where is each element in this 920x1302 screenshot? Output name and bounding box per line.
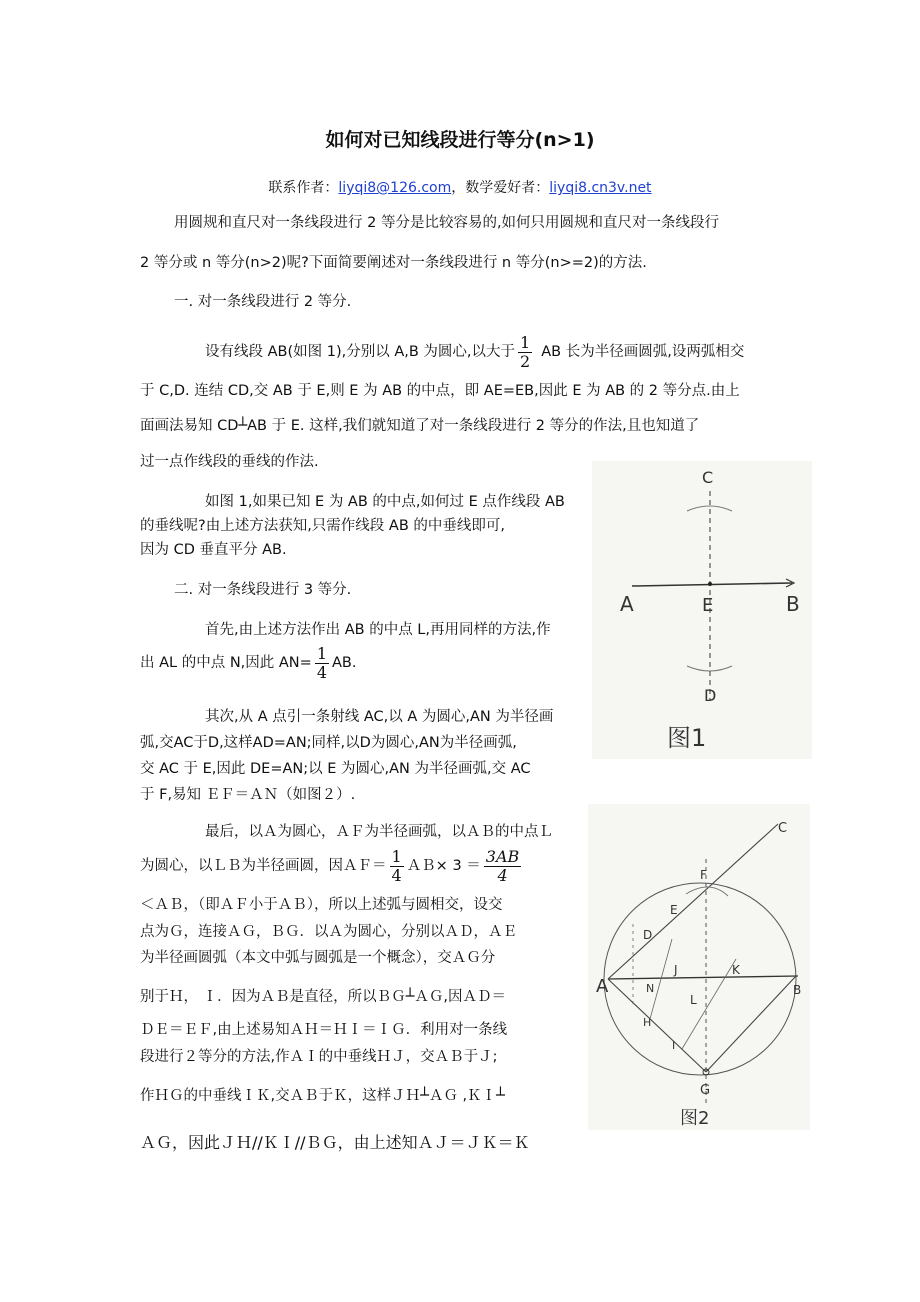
sec2-p3-text-b: ＡＢ× 3 ＝ [406, 858, 481, 874]
sec2-para3-line5: 为半径画圆弧（本文中弧与圆弧是一个概念），交ＡＧ分 [140, 950, 496, 966]
sec2-para3-line8: 段进行２等分的方法,作ＡＩ的中垂线ＨＪ，交ＡＢ于Ｊ; [140, 1049, 498, 1065]
segment-ab [608, 976, 798, 979]
sec2-para3-line4: 点为Ｇ，连接ＡＧ，ＢＧ．以Ａ为圆心，分别以ＡＤ，ＡＥ [140, 924, 517, 940]
label-c: C [778, 821, 788, 836]
sec1-para1-line4: 过一点作线段的垂线的作法. [140, 454, 319, 470]
frac-num: 3AB [485, 846, 520, 866]
label-b: B [786, 592, 800, 616]
figure-2 [588, 804, 810, 1130]
frac-num: 1 [316, 643, 327, 663]
segment-bg [706, 976, 796, 1072]
sec1-para1-line2: 于 C,D. 连结 CD,交 AB 于 E,则 E 为 AB 的中点，即 AE=EB,因此 E 为 AB 的 2 等分点.由上 [140, 383, 740, 399]
sec2-p3-text-a: 为圆心，以ＬＢ为半径画圆，因ＡＦ＝ [140, 858, 387, 874]
frac-num: 1 [391, 846, 402, 866]
section-1-heading: 一. 对一条线段进行 2 等分. [174, 294, 352, 310]
frac-den: 4 [497, 865, 508, 885]
email-link[interactable]: liyqi8@126.com [338, 180, 452, 196]
sec2-para2-line2: 弧,交AC于D,这样AD=AN;同样,以D为圆心,AN为半径画弧, [140, 735, 517, 751]
sec2-para2-line1: 其次,从 A 点引一条射线 AC,以 A 为圆心,AN 为半径画 [205, 709, 554, 725]
sec2-para1-line2 [140, 643, 356, 683]
sec1-para1-line3: 面画法易知 CD┴AB 于 E. 这样,我们就知道了对一条线段进行 2 等分的作法,且也知道了 [140, 418, 700, 434]
contact-mid: ，数学爱好者： [451, 180, 550, 196]
frac-den: 2 [520, 351, 531, 371]
fraction-quarter-2 [390, 848, 404, 885]
intro-line-1: 用圆规和直尺对一条线段进行 2 等分是比较容易的,如何只用圆规和直尺对一条线段行 [174, 215, 720, 231]
sec2-para3-line10: ＡＧ，因此ＪＨ//ＫＩ//ＢＧ，由上述知ＡＪ＝ＪＫ＝Ｋ [140, 1133, 530, 1152]
page-title: 如何对已知线段进行等分(n>1) [325, 129, 595, 151]
ray-ac [608, 824, 778, 979]
sec2-text-a: 出 AL 的中点 N,因此 AN= [140, 655, 312, 671]
label-c: C [702, 468, 714, 487]
label-a: A [596, 976, 609, 997]
site-link[interactable]: liyqi8.cn3v.net [549, 180, 652, 196]
frac-num: 1 [520, 332, 531, 352]
figure-1-drawing [592, 461, 812, 759]
label-g: G [700, 1083, 711, 1098]
segment-ab [632, 583, 792, 586]
label-b: B [793, 983, 802, 997]
label-k: K [732, 963, 740, 977]
contact-prefix: 联系作者： [268, 180, 339, 196]
fraction-quarter [315, 645, 329, 682]
label-d: D [704, 686, 717, 705]
sec2-para3-line9: 作ＨＧ的中垂线ＩＫ,交ＡＢ于Ｋ，这样ＪＨ┴ＡＧ ,ＫＩ┴ [140, 1088, 505, 1104]
label-e: E [702, 595, 714, 616]
label-n: N [646, 982, 655, 995]
fraction-3ab-over-4 [484, 848, 522, 885]
figure-1 [592, 461, 812, 759]
sec2-para2-line4: 于 F,易知 ＥＦ＝ＡＮ（如图２）. [140, 787, 356, 803]
label-l: L [690, 993, 697, 1007]
sec1-para2-line2: 的垂线呢?由上述方法获知,只需作线段 AB 的中垂线即可, [140, 518, 505, 534]
frac-den: 4 [391, 865, 402, 885]
figure-2-drawing [588, 804, 810, 1130]
sec2-text-b: AB. [332, 655, 357, 671]
sec2-para3-line3: ＜ＡＢ，（即ＡＦ小于ＡＢ），所以上述弧与圆相交，设交 [140, 897, 503, 913]
sec1-para2-line1: 如图 1,如果已知 E 为 AB 的中点,如何过 E 点作线段 AB [205, 494, 565, 510]
label-d: D [643, 928, 653, 942]
label-a: A [620, 592, 634, 616]
sec1-para2-line3: 因为 CD 垂直平分 AB. [140, 542, 287, 558]
fraction-half [518, 334, 532, 371]
sec2-para3-line6: 别于Ｈ， Ｉ．因为ＡＢ是直径，所以ＢＧ┴ＡＧ,因ＡＤ＝ [140, 989, 506, 1005]
sec2-para2-line3: 交 AC 于 E,因此 DE=AN;以 E 为圆心,AN 为半径画弧,交 AC [140, 761, 531, 777]
label-f: F [700, 868, 707, 882]
point-e [708, 582, 712, 586]
sec1-text-a: 设有线段 AB(如图 1),分别以 A,B 为圆心,以大于 [205, 344, 516, 360]
label-i: I [672, 1039, 676, 1052]
bisector-hj [650, 939, 672, 1019]
frac-den: 4 [316, 662, 327, 682]
sec1-para1-line1 [205, 332, 744, 372]
label-j: J [674, 963, 678, 977]
figure-2-caption: 图2 [680, 1108, 710, 1129]
sec2-para3-line2 [140, 843, 524, 889]
intro-line-2: 2 等分或 n 等分(n>2)呢?下面简要阐述对一条线段进行 n 等分(n>=2)的方法. [140, 255, 647, 271]
sec2-para3-line1: 最后，以Ａ为圆心，ＡＦ为半径画弧，以ＡＢ的中点Ｌ [205, 824, 553, 840]
label-e: E [670, 903, 678, 917]
figure-1-caption: 图1 [667, 724, 707, 752]
sec2-para1-line1: 首先,由上述方法作出 AB 的中点 L,再用同样的方法,作 [205, 622, 551, 638]
contact-line [0, 177, 920, 197]
sec1-text-b: AB 长为半径画圆弧,设两弧相交 [541, 344, 745, 360]
sec2-para3-line7: ＤＥ＝ＥＦ,由上述易知ＡＨ＝ＨＩ＝ＩＧ．利用对一条线 [140, 1022, 508, 1038]
label-h: H [643, 1016, 652, 1029]
section-2-heading: 二. 对一条线段进行 3 等分. [174, 582, 352, 598]
